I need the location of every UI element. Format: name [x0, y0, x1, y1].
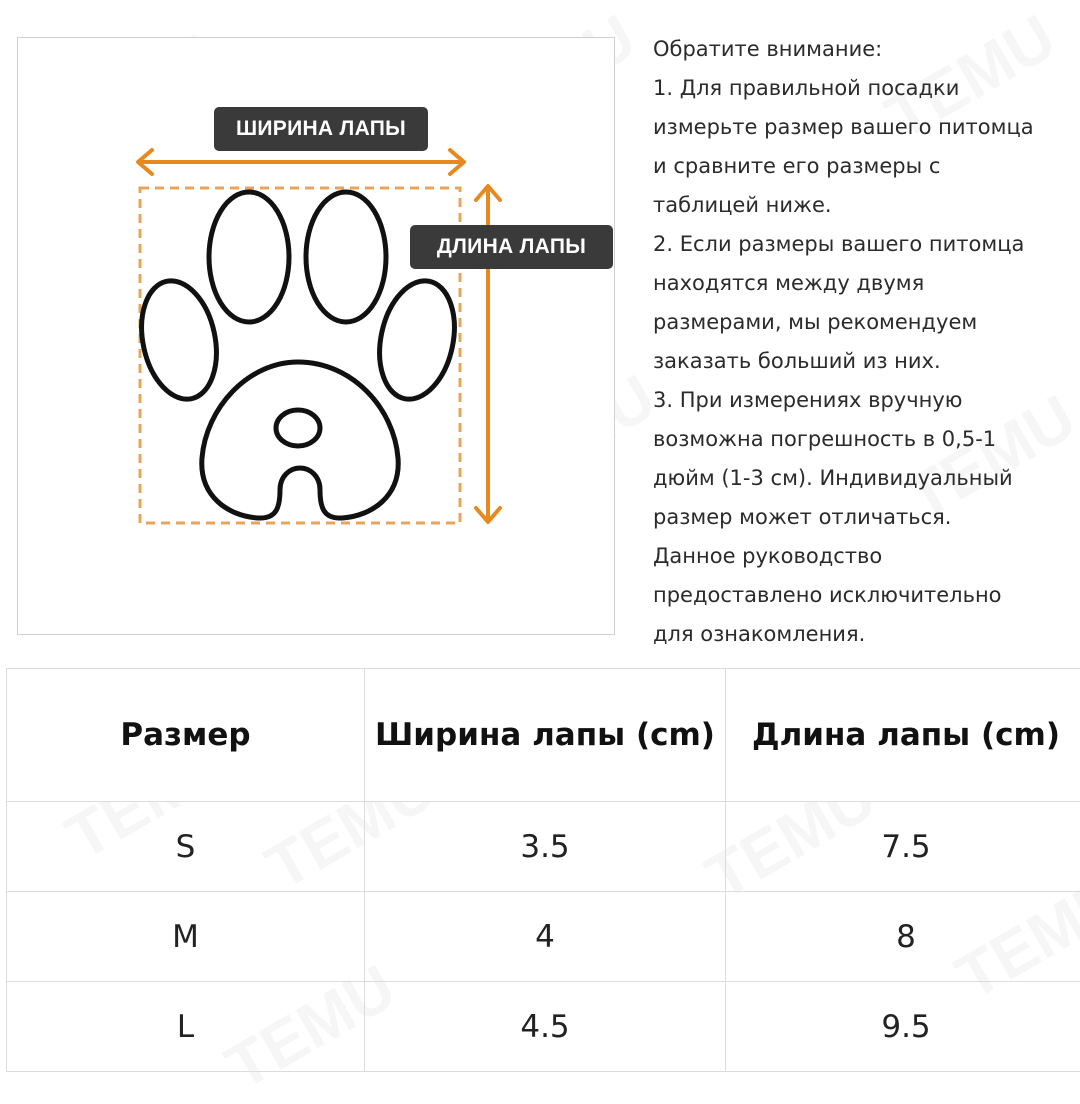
- notes-line: размерами, мы рекомендуем: [653, 303, 1080, 342]
- table-row: [7, 982, 1080, 1072]
- cell-length: 8: [726, 892, 1080, 982]
- header-paw-width: Ширина лапы (cm): [365, 669, 726, 802]
- cell-size: S: [7, 802, 365, 892]
- notes-line: Данное руководство: [653, 537, 1080, 576]
- notes-line: находятся между двумя: [653, 264, 1080, 303]
- notes-line: Обратите внимание:: [653, 30, 1080, 69]
- notes-text: [653, 30, 1080, 654]
- notes-line: дюйм (1-3 см). Индивидуальный: [653, 459, 1080, 498]
- notes-line: 1. Для правильной посадки: [653, 69, 1080, 108]
- cell-size: M: [7, 892, 365, 982]
- table-row: [7, 802, 1080, 892]
- notes-line: таблицей ниже.: [653, 186, 1080, 225]
- notes-line: размер может отличаться.: [653, 498, 1080, 537]
- notes-line: и сравните его размеры с: [653, 147, 1080, 186]
- cell-width: 3.5: [365, 802, 726, 892]
- paw-diagram: [17, 37, 615, 635]
- table-header-row: [7, 669, 1080, 802]
- cell-length: 7.5: [726, 802, 1080, 892]
- width-arrow: [138, 150, 464, 174]
- cell-width: 4.5: [365, 982, 726, 1072]
- cell-length: 9.5: [726, 982, 1080, 1072]
- notes-line: для ознакомления.: [653, 615, 1080, 654]
- notes-line: 3. При измерениях вручную: [653, 381, 1080, 420]
- header-size: Размер: [7, 669, 365, 802]
- table-row: [7, 892, 1080, 982]
- size-table: [6, 668, 1080, 1072]
- cell-width: 4: [365, 892, 726, 982]
- length-label: ДЛИНА ЛАПЫ: [410, 225, 613, 269]
- header-paw-length: Длина лапы (cm): [726, 669, 1080, 802]
- notes-line: измерьте размер вашего питомца: [653, 108, 1080, 147]
- notes-line: возможна погрешность в 0,5-1: [653, 420, 1080, 459]
- notes-line: заказать больший из них.: [653, 342, 1080, 381]
- width-label: ШИРИНА ЛАПЫ: [214, 107, 428, 151]
- notes-line: предоставлено исключительно: [653, 576, 1080, 615]
- cell-size: L: [7, 982, 365, 1072]
- notes-line: 2. Если размеры вашего питомца: [653, 225, 1080, 264]
